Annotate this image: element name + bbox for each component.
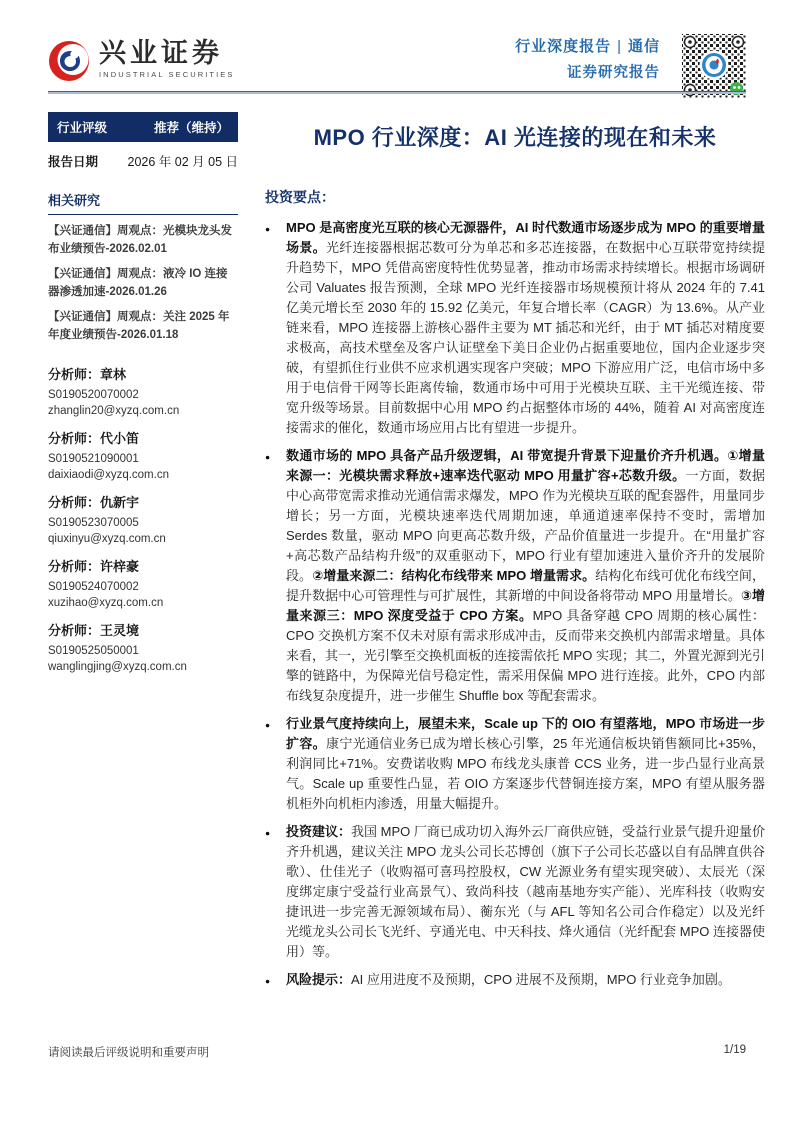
analyst-block [48,622,238,675]
analyst-email: daixiaodi@xyzq.com.cn [48,469,169,481]
page-number: 1/19 [723,1044,746,1056]
bullet-segment: 我国 MPO 厂商已成功切入海外云厂商供应链，受益行业景气提升迎量价齐升机遇，建议关注 MPO 龙头公司长芯博创（旗下子公司长芯盛以自有品牌直供谷歌）、仕佳光子（收购福可喜玛控股权，CW 光源业务有望实现突破）、太辰光（深度绑定康宁受益行业高景气）、致尚科技（越南基地夯实产能）、光库科技（收购安捷讯进一步完善无源领域布局）、蘅东光（与 AFL 等知名公司合作稳定）以及光纤光缆龙头公司长飞光纤、亨通光电、中天科技、烽火通信（光纤配套 MPO 连接器使用）等。 [286,824,765,959]
bullet-segment: 一方面，数据中心高带宽需求推动光通信需求爆发，MPO 作为光模块互联的配套器件，用量同步增长；另一方面，光模块速率迭代周期加速，单通道速率保持不变时，需增加 Serdes 数量，驱动 MPO 向更高芯数升级，产品价值量进一步提升。在“用量扩容+高芯数产品结构升级”的双重驱动下，MPO 行业有望加速进入量价齐升的发展阶段。 [286,468,765,583]
bullet-item [265,446,765,706]
main-content [265,0,765,991]
bullet-marker-icon: ● [265,224,271,234]
bullet-segment: 数通市场的 MPO 具备产品升级逻辑，AI 带宽提升背景下迎量价齐升机遇。①增量来源一：光模块需求释放+速率迭代驱动 MPO 用量扩容+芯数升级。 [286,448,765,483]
bullet-marker-icon: ● [265,976,271,986]
rating-value: 推荐（维持） [153,121,229,135]
related-research-item: 【兴证通信】周观点：光模块龙头发布业绩预告-2026.02.01 [48,225,232,255]
analyst-license-code: S0190523070005 [48,517,139,529]
sidebar [48,112,238,686]
bullet-text [286,970,765,991]
analyst-email: wanglingjing@xyzq.com.cn [48,661,187,673]
bullet-list [265,218,765,991]
bullet-item [265,970,765,991]
related-list [48,223,238,344]
rating-label: 行业评级 [57,121,108,135]
analyst-block [48,494,238,547]
bullet-marker-icon: ● [265,452,271,462]
bullet-segment: AI 应用进度不及预期，CPO 进展不及预期，MPO 行业竞争加剧。 [351,972,731,987]
report-title: MPO 行业深度：AI 光连接的现在和未来 [313,125,717,150]
bullet-segment: ②增量来源二：结构化布线带来 MPO 增量需求。 [312,568,596,583]
key-points-heading: 投资要点： [265,189,335,205]
bullet-segment: 结构化布线可优化布线空间，提升数据中心可管理性与可扩展性，其新增的中间设备将带动 MPO 用量增长。 [286,568,765,603]
divider: | [617,38,622,55]
analyst-block [48,558,238,611]
bullet-segment: MPO 是高密度光互联的核心无源器件，AI 时代数通市场逐步成为 MPO 的重要增量场景。 [286,220,765,255]
bullet-segment: 行业景气度持续向上，展望未来，Scale up 下的 OIO 有望落地，MPO 市场进一步扩容。 [286,716,765,751]
analyst-name: 分析师：代小笛 [48,431,140,446]
brand-name-en: INDUSTRIAL SECURITIES [99,70,235,79]
bullet-text [286,446,765,706]
brand-name-cn: 兴业证券 [99,38,223,68]
bullet-item [265,822,765,962]
bullet-segment: MPO 具备穿越 CPO 周期的核心属性：CPO 交换机方案不仅未对原有需求形成冲击，反而带来交换机内部需求增量。具体来看，其一，光引擎至交换机面板的连接需依托 MPO 实现；其二，外置光源到光引擎的链路中，为保障光信号稳定性，需采用保偏 MPO 进行连接。此外，CPO 内部布线复杂度提升，进一步催生 Shuffle box 等配套需求。 [286,608,765,703]
analyst-email: zhanglin20@xyzq.com.cn [48,405,180,417]
page-footer [48,1044,746,1060]
bullet-item [265,218,765,438]
related-research-title: 相关研究 [48,190,238,215]
report-category-label: 证券研究报告 [567,65,660,81]
bullet-segment: 康宁光通信业务已成为增长核心引擎，25 年光通信板块销售额同比+35%，利润同比+71%。安费诺收购 MPO 布线龙头康普 CCS 业务，进一步凸显行业高景气。Scale up 重要性凸显，若 OIO 方案逐步代替铜连接方案，MPO 有望从服务器机柜外向机柜内渗透，用量大幅提升。 [286,736,765,811]
related-research-item: 【兴证通信】周观点：液冷 IO 连接器渗透加速-2026.01.26 [48,268,228,298]
analyst-list [48,366,238,675]
bullet-segment: 投资建议： [286,824,352,839]
analyst-license-code: S0190524070002 [48,581,139,593]
bullet-marker-icon: ● [265,828,271,838]
sector-label: 通信 [627,38,660,55]
analyst-license-code: S0190521090001 [48,453,139,465]
bullet-text [286,218,765,438]
brand [48,38,235,89]
industry-rating-box [48,112,238,142]
doc-type-label: 行业深度报告 [515,38,612,55]
analyst-license-code: S0190520070002 [48,389,139,401]
analyst-name: 分析师：章林 [48,367,127,382]
brand-text [99,38,235,79]
report-date-value: 2026 年 02 月 05 日 [127,155,238,169]
related-research-item: 【兴证通信】周观点：关注 2025 年年度业绩预告-2026.01.18 [48,311,230,341]
bullet-segment: ③增量来源三：MPO 深度受益于 CPO 方案。 [286,588,765,623]
bullet-segment: 风险提示： [286,972,352,987]
analyst-name: 分析师：王灵境 [48,623,140,638]
report-date-label: 报告日期 [48,155,99,169]
bullet-marker-icon: ● [265,720,271,730]
footer-disclaimer: 请阅读最后评级说明和重要声明 [48,1047,209,1059]
bullet-segment: 光纤连接器根据芯数可分为单芯和多芯连接器，在数据中心互联带宽持续提升趋势下，MPO 凭借高密度特性优势显著，推动市场需求持续增长。根据市场调研公司 Valuates 报告预测，全球 MPO 光纤连接器市场规模预计将从 2024 年的 7.41 亿美元增长至 2030 年的 15.92 亿美元，年复合增长率（CAGR）为 13.6%。从产业链来看，MPO 连接器上游核心器件主要为 MT 插芯和光纤，由于 MT 插芯对精度要求极高，高技术壁垒及客户认证壁垒下美日企业仍占据重要地位，国内企业逐步突破，有望抓住行业供不应求机遇实现客户突破；MPO 下游应用广泛，电信市场中多用于电信骨干网等长距离传输，数通市场中可用于光模块互联、主干光缆连接、带宽升级等场景。目前数据中心用 MPO 约占据整体市场的 44%，随着 AI 对高密度连接需求的催化，数通市场应用占比有望进一步提升。 [286,240,765,435]
analyst-license-code: S0190525050001 [48,645,139,657]
analyst-block [48,430,238,483]
analyst-email: qiuxinyu@xyzq.com.cn [48,533,166,545]
analyst-email: xuzihao@xyzq.com.cn [48,597,164,609]
report-date-row [48,152,238,170]
analyst-name: 分析师：仇新宇 [48,495,140,510]
bullet-text [286,822,765,962]
analyst-name: 分析师：许梓豪 [48,559,140,574]
bullet-item [265,714,765,814]
analyst-block [48,366,238,419]
brand-logo-icon [48,38,92,89]
bullet-text [286,714,765,814]
